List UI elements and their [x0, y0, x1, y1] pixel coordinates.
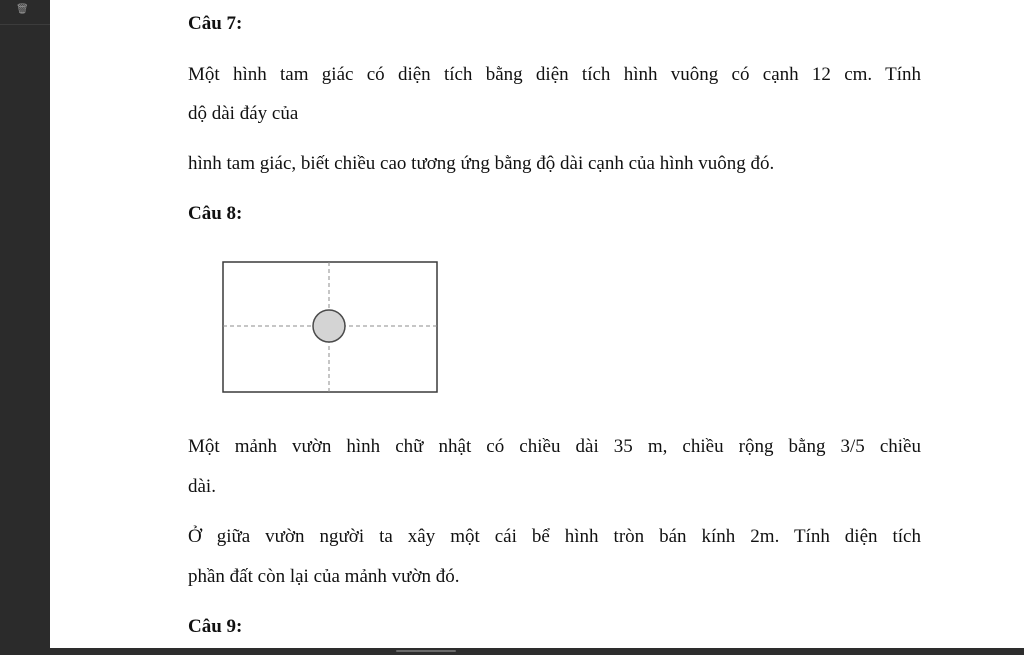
question-8-line-3: Ở giữa vườn người ta xây một cái bể hình tròn bán kính 2m. Tính diện tích [188, 526, 921, 547]
pond-circle [313, 310, 345, 342]
question-9-heading: Câu 9: [188, 616, 243, 637]
question-7-line-3: hình tam giác, biết chiều cao tương ứng bằng độ dài cạnh của hình vuông đó. [188, 153, 775, 174]
garden-diagram [222, 260, 440, 394]
question-7-line-2: dộ dài đáy của [188, 103, 299, 124]
question-8-line-4: phần đất còn lại của mảnh vườn đó. [188, 566, 460, 587]
trash-icon[interactable]: 🗑 [16, 4, 29, 15]
question-8-line-1: Một mảnh vườn hình chữ nhật có chiều dài 35 m, chiều rộng bằng 3/5 chiều [188, 436, 921, 457]
question-7-line-1: Một hình tam giác có diện tích bằng diện tích hình vuông có cạnh 12 cm. Tính [188, 64, 921, 85]
question-7-heading: Câu 7: [188, 13, 243, 34]
bottom-scroll-bar[interactable] [50, 648, 1024, 655]
document-page [50, 0, 1024, 648]
question-8-line-2: dài. [188, 476, 216, 497]
scroll-handle[interactable] [396, 650, 456, 652]
question-8-heading: Câu 8: [188, 203, 243, 224]
left-sidebar [0, 0, 50, 655]
sidebar-divider [0, 24, 50, 25]
